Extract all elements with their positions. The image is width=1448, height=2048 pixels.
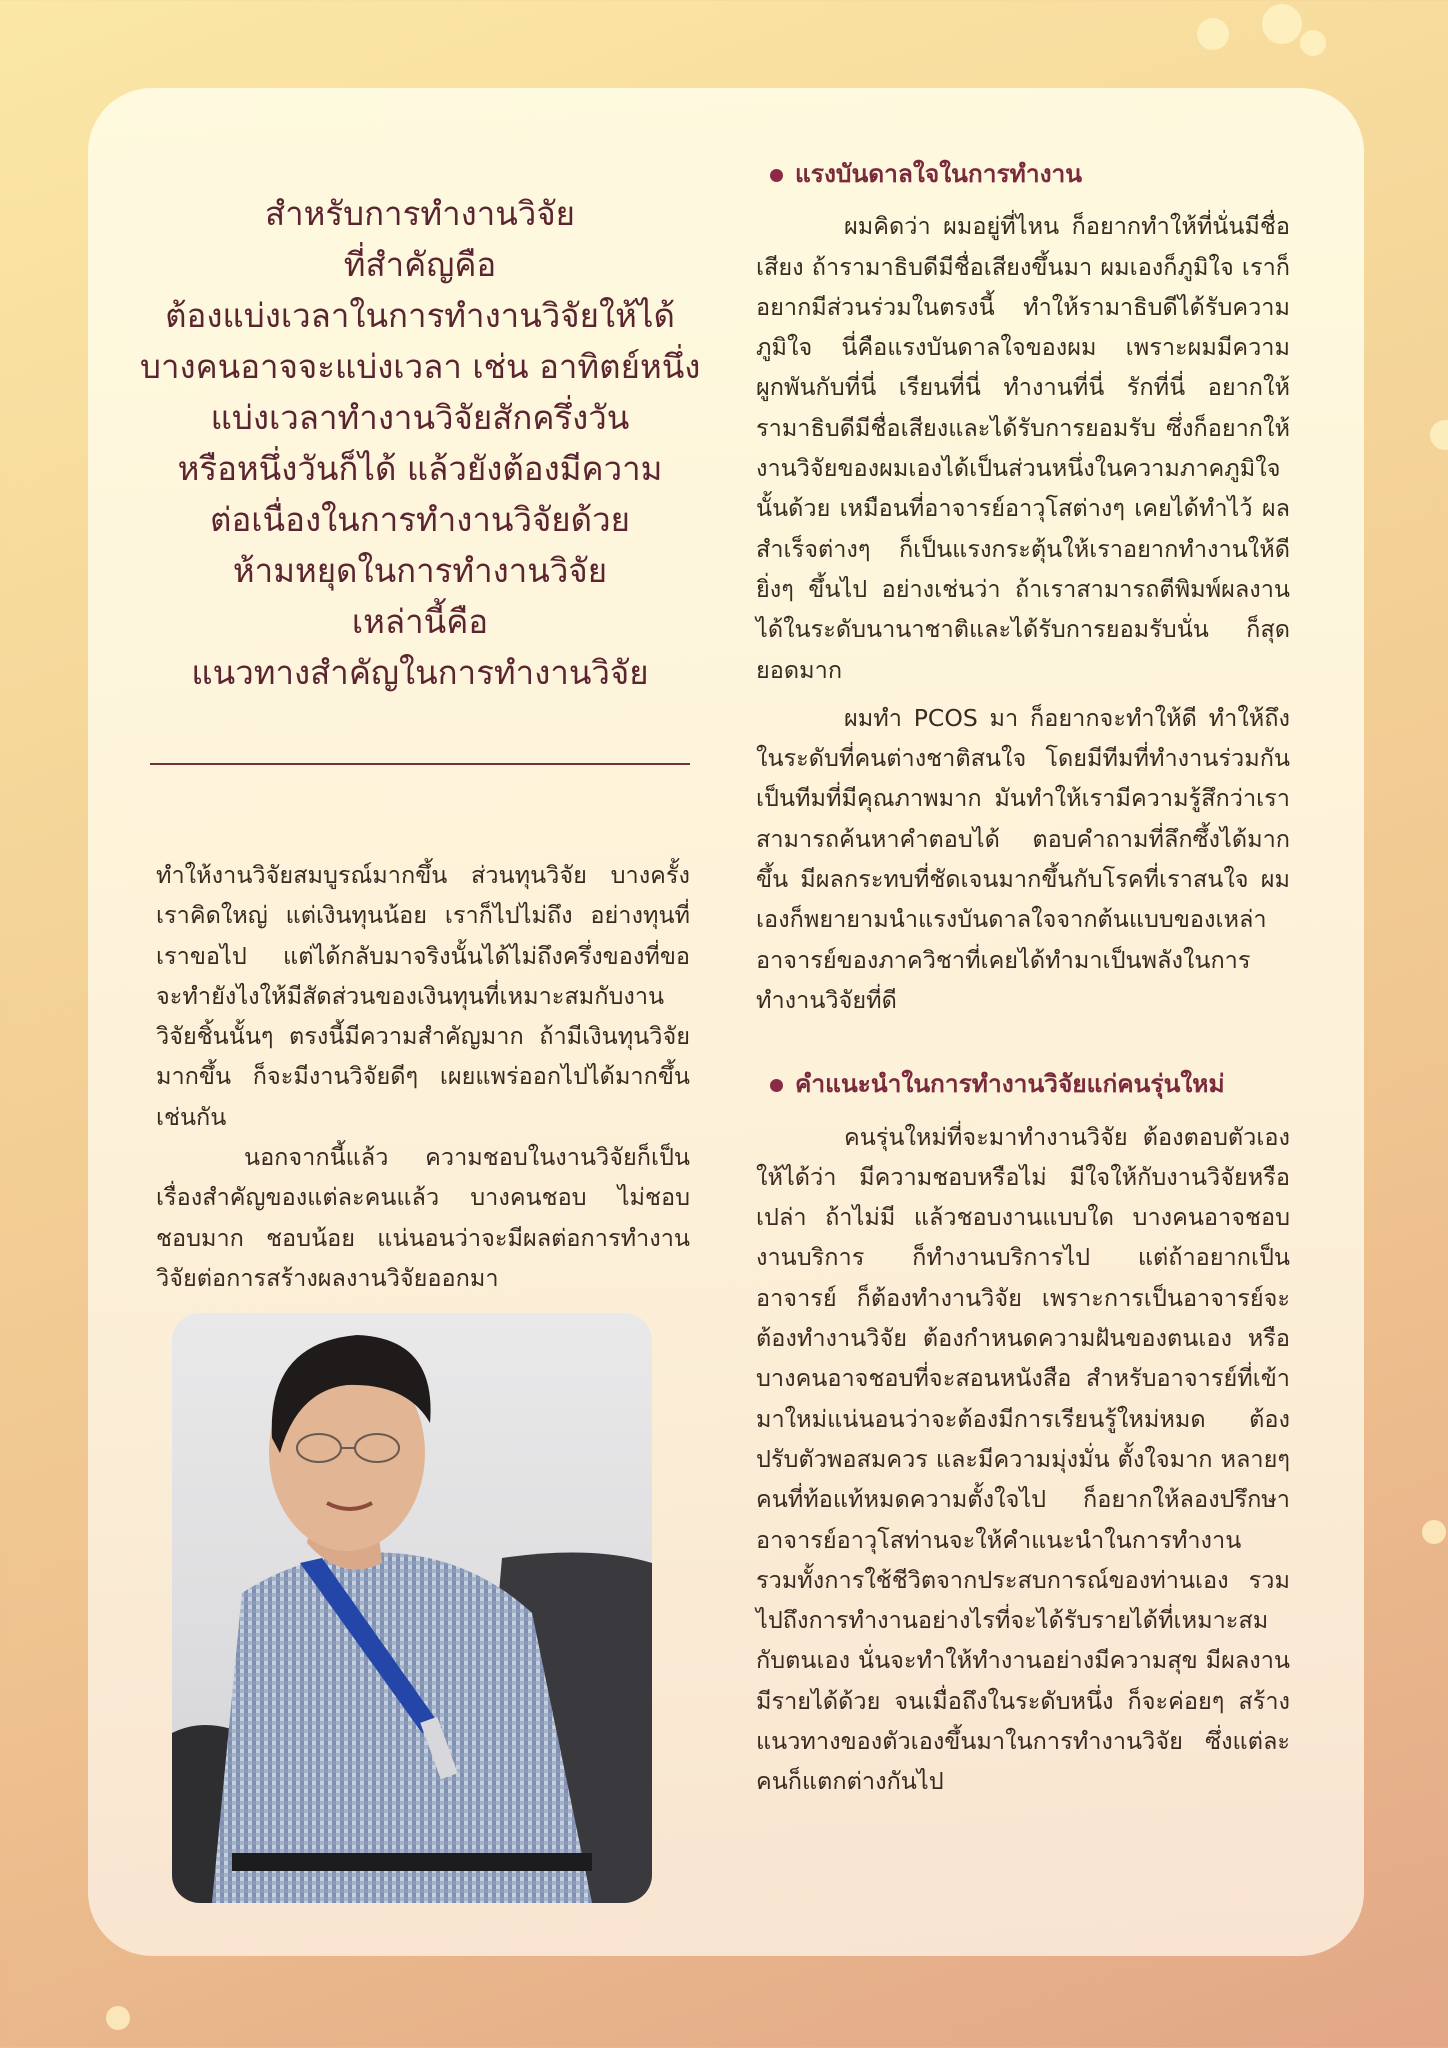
section-heading xyxy=(770,1064,1290,1104)
right-column-text xyxy=(756,154,1290,1810)
quote-line: ต่อเนื่องในการทำงานวิจัยด้วย xyxy=(210,500,630,539)
pull-quote xyxy=(140,188,700,698)
portrait-photo xyxy=(172,1313,652,1903)
body-paragraph: นอกจากนี้แล้ว ความชอบในงานวิจัยก็เป็นเรื่องสำคัญของแต่ละคนแล้ว บางคนชอบ ไม่ชอบ ชอบมาก ชอบน้อย แน่นอนว่าจะมีผลต่อการทำงานวิจัยต่อการสร้างผลงานวิจัยออกมา xyxy=(156,1143,690,1292)
body-paragraph: ผมคิดว่า ผมอยู่ที่ไหน ก็อยากทำให้ที่นั่นมีชื่อเสียง ถ้ารามาธิบดีมีชื่อเสียงขึ้นมา ผมเองก็ภูมิใจ เราก็อยากมีส่วนร่วมในตรงนี้ ทำให้รามาธิบดีได้รับความภูมิใจ นี่คือแรงบันดาลใจของผม เพราะผมมีความผูกพันกับที่นี่ เรียนที่นี่ ทำงานที่นี่ รักที่นี่ อยากให้รามาธิบดีมีชื่อเสียงและได้รับการยอมรับ ซึ่งก็อยากให้งานวิจัยของผมเองได้เป็นส่วนหนึ่งในความภาคภูมิใจนั้นด้วย เหมือนที่อาจารย์อาวุโสต่างๆ เคยได้ทำไว้ ผลสำเร็จต่างๆ ก็เป็นแรงกระตุ้นให้เราอยากทำงานให้ดียิ่งๆ ขึ้นไป อย่างเช่นว่า ถ้าเราสามารถตีพิมพ์ผลงานได้ในระดับนานาชาติและได้รับการยอมรับนั่น ก็สุดยอดมาก xyxy=(756,212,1290,684)
bokeh-decoration xyxy=(1197,18,1229,50)
portrait-illustration xyxy=(172,1313,652,1903)
quote-line: แบ่งเวลาทำงานวิจัยสักครึ่งวัน xyxy=(210,398,630,437)
body-paragraph: ผมทำ PCOS มา ก็อยากจะทำให้ดี ทำให้ถึงในระดับที่คนต่างชาติสนใจ โดยมีทีมที่ทำงานร่วมกันเป็นทีมที่มีคุณภาพมาก มันทำให้เรามีความรู้สึกว่าเราสามารถค้นหาคำตอบได้ ตอบคำถามที่ลึกซึ้งได้มากขึ้น มีผลกระทบที่ชัดเจนมากขึ้นกับโรคที่เราสนใจ ผมเองก็พยายามนำแรงบันดาลใจจากต้นแบบของเหล่าอาจารย์ของภาควิชาที่เคยได้ทำมาเป็นพลังในการทำงานวิจัยที่ดี xyxy=(756,703,1290,1014)
quote-line: แนวทางสำคัญในการทำงานวิจัย xyxy=(191,653,649,692)
quote-line: บางคนอาจจะแบ่งเวลา เช่น อาทิตย์หนึ่ง xyxy=(140,347,701,386)
quote-line: ที่สำคัญคือ xyxy=(343,245,497,284)
bokeh-decoration xyxy=(1430,420,1448,450)
quote-line: หรือหนึ่งวันก็ได้ แล้วยังต้องมีความ xyxy=(177,449,663,488)
bokeh-decoration xyxy=(1422,1520,1446,1544)
section-heading-text: แรงบันดาลใจในการทำงาน xyxy=(795,159,1083,188)
left-column-text xyxy=(156,855,690,1298)
bullet-icon xyxy=(770,1079,783,1092)
bullet-icon xyxy=(770,169,783,182)
quote-divider xyxy=(150,763,690,765)
section-heading xyxy=(770,154,1290,194)
quote-line: สำหรับการทำงานวิจัย xyxy=(264,194,576,233)
body-paragraph: คนรุ่นใหม่ที่จะมาทำงานวิจัย ต้องตอบตัวเองให้ได้ว่า มีความชอบหรือไม่ มีใจให้กับงานวิจัยหรือเปล่า ถ้าไม่มี แล้วชอบงานแบบใด บางคนอาจชอบงานบริการ ก็ทำงานบริการไป แต่ถ้าอยากเป็นอาจารย์ ก็ต้องทำงานวิจัย เพราะการเป็นอาจารย์จะต้องทำงานวิจัย ต้องกำหนดความฝันของตนเอง หรือบางคนอาจชอบที่จะสอนหนังสือ สำหรับอาจารย์ที่เข้ามาใหม่แน่นอนว่าจะต้องมีการเรียนรู้ใหม่หมด ต้องปรับตัวพอสมควร และมีความมุ่งมั่น ตั้งใจมาก หลายๆ คนที่ท้อแท้หมดความตั้งใจไป ก็อยากให้ลองปรึกษาอาจารย์อาวุโสท่านจะให้คำแนะนำในการทำงาน รวมทั้งการใช้ชีวิตจากประสบการณ์ของท่านเอง รวมไปถึงการทำงานอย่างไรที่จะได้รับรายได้ที่เหมาะสมกับตนเอง นั่นจะทำให้ทำงานอย่างมีความสุข มีผลงาน มีรายได้ด้วย จนเมื่อถึงในระดับหนึ่ง ก็จะค่อยๆ สร้างแนวทางของตัวเองขึ้นมาในการทำงานวิจัย ซึ่งแต่ละคนก็แตกต่างกันไป xyxy=(756,1122,1290,1796)
body-paragraph: ทำให้งานวิจัยสมบูรณ์มากขึ้น ส่วนทุนวิจัย บางครั้งเราคิดใหญ่ แต่เงินทุนน้อย เราก็ไปไม่ถึง อย่างทุนที่เราขอไป แต่ได้กลับมาจริงนั้นได้ไม่ถึงครึ่งของที่ขอ จะทำยังไงให้มีสัดส่วนของเงินทุนที่เหมาะสมกับงานวิจัยชิ้นนั้นๆ ตรงนี้มีความสำคัญมาก ถ้ามีเงินทุนวิจัยมากขึ้น ก็จะมีงานวิจัยดีๆ เผยแพร่ออกไปได้มากขึ้นเช่นกัน xyxy=(156,861,690,1131)
quote-line: ต้องแบ่งเวลาในการทำงานวิจัยให้ได้ xyxy=(165,296,675,335)
bokeh-decoration xyxy=(106,2006,130,2030)
section-heading-text: คำแนะนำในการทำงานวิจัยแก่คนรุ่นใหม่ xyxy=(795,1069,1225,1099)
quote-line: เหล่านี้คือ xyxy=(351,602,489,641)
bokeh-decoration xyxy=(1262,4,1302,44)
quote-line: ห้ามหยุดในการทำงานวิจัย xyxy=(232,551,608,590)
bokeh-decoration xyxy=(1300,30,1326,56)
